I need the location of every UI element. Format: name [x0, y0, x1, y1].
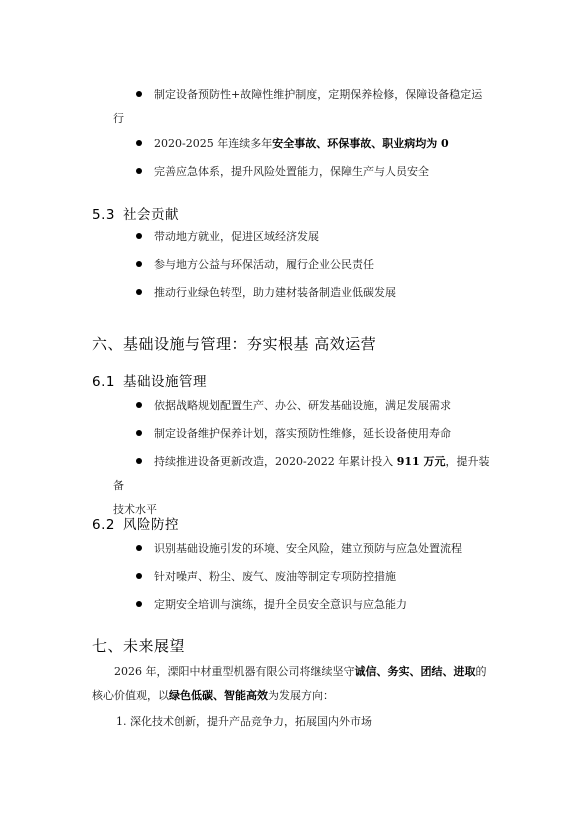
bullet-item: [113, 225, 493, 249]
bullet-item: [113, 160, 493, 184]
para-bold-text: 诚信、务实、团结、进取: [354, 665, 476, 678]
section-title: 社会贡献: [122, 207, 179, 223]
bullet-dot-icon: [136, 91, 142, 97]
bullet-dot-icon: [136, 261, 142, 267]
para-text: 的核心价值观，以: [92, 665, 487, 702]
bullet-dot-icon: [136, 168, 142, 174]
section-number: 5.3: [92, 207, 115, 223]
bullet-dot-icon: [136, 573, 142, 579]
section-heading-6-2: [92, 513, 179, 533]
bullet-item: [113, 537, 493, 561]
bullet-item: [113, 450, 493, 522]
section-number: 6.1: [92, 374, 115, 390]
para-text: 为发展方向：: [268, 689, 334, 702]
bullet-dot-icon: [136, 458, 142, 464]
bullet-text: 制定设备维护保养计划，落实预防性维修，延长设备使用寿命: [154, 427, 451, 440]
para-bold-text: 绿色低碳、智能高效: [169, 689, 268, 702]
section-title: 风险防控: [122, 517, 179, 533]
bullet-text: 识别基础设施引发的环境、安全风险，建立预防与应急处置流程: [154, 542, 462, 555]
bullet-text: 2020-2025 年连续多年: [154, 137, 273, 150]
bullet-dot-icon: [136, 402, 142, 408]
bullet-text: ，提升装备: [113, 455, 490, 492]
bullet-text: 制定设备预防性+故障性维护制度，定期保养检修，保障设备稳定运: [154, 88, 483, 101]
bullet-item: [113, 394, 493, 418]
bullet-item: [113, 83, 493, 131]
bullet-text: 参与地方公益与环保活动，履行企业公民责任: [154, 258, 374, 271]
bullet-text: 完善应急体系，提升风险处置能力，保障生产与人员安全: [154, 165, 429, 178]
bullet-item: [113, 253, 493, 277]
bullet-text: 针对噪声、粉尘、废气、废油等制定专项防控措施: [154, 570, 396, 583]
bullet-bold-text: 911 万元: [396, 455, 446, 468]
intro-paragraph: [92, 660, 494, 708]
bullet-text: 带动地方就业，促进区域经济发展: [154, 230, 319, 243]
bullet-text-continuation: 行: [113, 112, 124, 125]
bullet-text: 依据战略规划配置生产、办公、研发基础设施，满足发展需求: [154, 399, 451, 412]
bullet-item: [113, 565, 493, 589]
bullet-dot-icon: [136, 601, 142, 607]
bullet-text: 推动行业绿色转型，助力建材装备制造业低碳发展: [154, 286, 396, 299]
bullet-text-continuation: 技术水平: [113, 503, 157, 516]
bullet-item: [113, 593, 493, 617]
section-title: 基础设施管理: [122, 374, 207, 390]
bullet-text: 持续推进设备更新改造，2020-2022 年累计投入: [154, 455, 397, 468]
bullet-dot-icon: [136, 545, 142, 551]
bullet-bold-text: 安全事故、环保事故、职业病均为 0: [272, 137, 449, 150]
bullet-item: [113, 281, 493, 305]
bullet-text: 定期安全培训与演练，提升全员安全意识与应急能力: [154, 598, 407, 611]
bullet-item: [113, 132, 493, 156]
bullet-item: [113, 422, 493, 446]
bullet-dot-icon: [136, 430, 142, 436]
bullet-dot-icon: [136, 140, 142, 146]
section-heading-6-1: [92, 370, 207, 390]
bullet-dot-icon: [136, 289, 142, 295]
chapter-heading-7: 七、未来展望: [92, 637, 186, 655]
chapter-heading-6: 六、基础设施与管理：夯实根基 高效运营: [92, 335, 377, 353]
para-text: 2026 年，溧阳中材重型机器有限公司将继续坚守: [114, 665, 355, 678]
section-number: 6.2: [92, 517, 115, 533]
bullet-dot-icon: [136, 233, 142, 239]
numbered-item: 1. 深化技术创新，提升产品竞争力，拓展国内外市场: [116, 715, 372, 728]
section-heading-5-3: [92, 203, 179, 223]
